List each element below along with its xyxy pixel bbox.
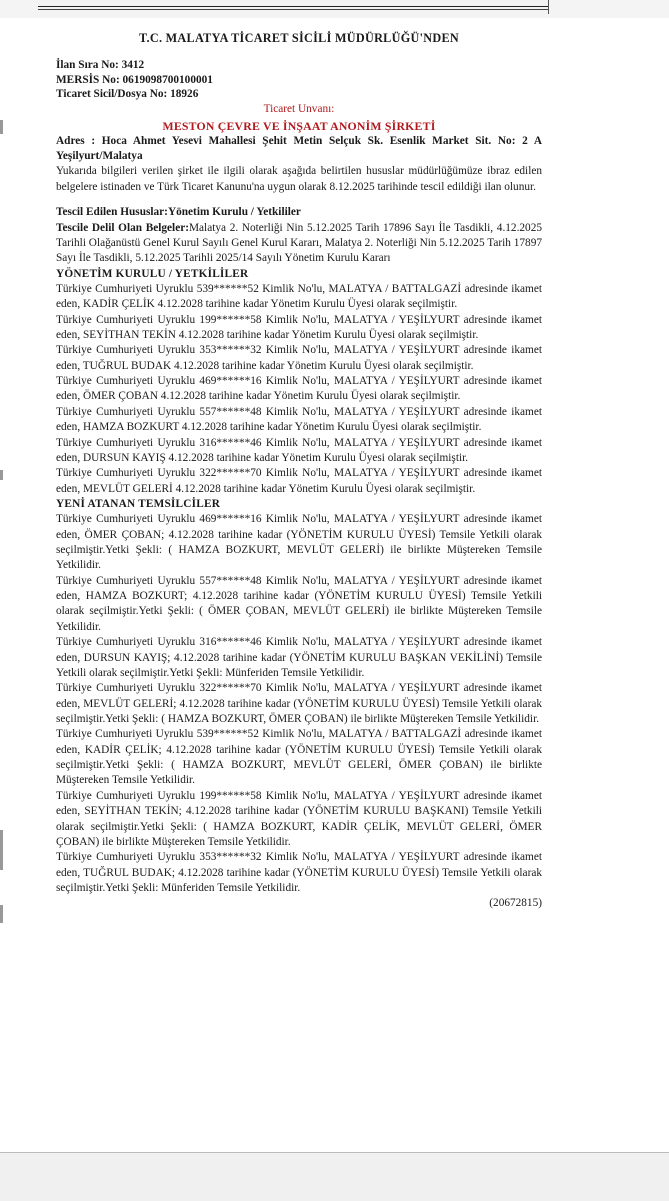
list-item: Türkiye Cumhuriyeti Uyruklu 199******58 Kimlik No'lu, MALATYA / YEŞİLYURT adresinde ikamet eden, SEYİTHAN TEKİN 4.12.2028 tarihine kadar Yönetim Kurulu Üyesi olarak seçilmiştir. [56, 313, 542, 342]
company-address: Adres : Hoca Ahmet Yesevi Mahallesi Şehit Metin Selçuk Sk. Esenlik Market Sit. No: 2 A Yeşilyurt/Malatya [56, 134, 542, 163]
list-item: Türkiye Cumhuriyeti Uyruklu 353******32 Kimlik No'lu, MALATYA / YEŞİLYURT adresinde ikamet eden, TUĞRUL BUDAK 4.12.2028 tarihine kadar Yönetim Kurulu Üyesi olarak seçilmiştir. [56, 344, 542, 372]
binding-mark [0, 120, 3, 134]
ilan-number: (20672815) [489, 897, 542, 910]
header-rule-thin [38, 9, 548, 10]
intro-paragraph: Yukarıda bilgileri verilen şirket ile ilgili olarak aşağıda belirtilen hususlar müdürlüğümüze ibraz edilen belgelere istinaden ve Türk Ticaret Kanunu'na uygun olarak 8.12.2025 tarihinde tescil edildiği ilan olunur. [56, 165, 542, 193]
mersis-no: MERSİS No: 0619098700100001 [56, 73, 213, 86]
list-item: Türkiye Cumhuriyeti Uyruklu 199******58 Kimlik No'lu, MALATYA / YEŞİLYURT adresinde ikamet eden, SEYİTHAN TEKİN; 4.12.2028 tarihine kadar (YÖNETİM KURULU BAŞKANI) Temsile Yetkili olarak seçilmiştir.Yetki Şekli: ( HAMZA BOZKURT, KADİR ÇELİK, MEVLÜT GELERİ, ÖMER ÇOBAN) ile birlikte Müştereken Temsile Yetkilidir. [56, 789, 542, 848]
belgeler-label: Tescile Delil Olan Belgeler: [56, 221, 189, 234]
company-name: MESTON ÇEVRE VE İNŞAAT ANONİM ŞİRKETİ [162, 118, 436, 133]
list-item: Türkiye Cumhuriyeti Uyruklu 539******52 Kimlik No'lu, MALATYA / BATTALGAZİ adresinde ikamet eden, KADİR ÇELİK; 4.12.2028 tarihine kadar (YÖNETİM KURULU ÜYESİ) Temsile Yetkili olarak seçilmiştir.Yetki Şekli: ( HAMZA BOZKURT, MEVLÜT GELERİ, ÖMER ÇOBAN) ile birlikte Müştereken Temsile Yetkilidir. [56, 728, 542, 787]
tescil-belgeler [56, 221, 542, 267]
list-item: Türkiye Cumhuriyeti Uyruklu 353******32 Kimlik No'lu, MALATYA / YEŞİLYURT adresinde ikamet eden, TUĞRUL BUDAK; 4.12.2028 tarihine kadar (YÖNETİM KURULU ÜYESİ) Temsile Yetkili olarak seçilmiştir.Yetki Şekli: Münferiden Temsile Yetkilidir. [56, 851, 542, 894]
list-item: Türkiye Cumhuriyeti Uyruklu 557******48 Kimlik No'lu, MALATYA / YEŞİLYURT adresinde ikamet eden, HAMZA BOZKURT 4.12.2028 tarihine kadar Yönetim Kurulu Üyesi olarak seçilmiştir. [56, 405, 542, 434]
unvan-label: Ticaret Unvanı: [263, 103, 335, 116]
yonetim-kurulu-heading: YÖNETİM KURULU / YETKİLİLER [56, 267, 249, 280]
column-divider [548, 0, 549, 14]
ilan-sira-no: İlan Sıra No: 3412 [56, 58, 145, 71]
list-item: Türkiye Cumhuriyeti Uyruklu 469******16 Kimlik No'lu, MALATYA / YEŞİLYURT adresinde ikamet eden, ÖMER ÇOBAN 4.12.2028 tarihine kadar Yönetim Kurulu Üyesi olarak seçilmiştir. [56, 375, 542, 403]
list-item: Türkiye Cumhuriyeti Uyruklu 539******52 Kimlik No'lu, MALATYA / BATTALGAZİ adresinde ikamet eden, KADİR ÇELİK 4.12.2028 tarihine kadar Yönetim Kurulu Üyesi olarak seçilmiştir. [56, 282, 542, 311]
list-item: Türkiye Cumhuriyeti Uyruklu 469******16 Kimlik No'lu, MALATYA / YEŞİLYURT adresinde ikamet eden, ÖMER ÇOBAN; 4.12.2028 tarihine kadar (YÖNETİM KURULU ÜYESİ) Temsile Yetkili olarak seçilmiştir.Yetki Şekli: ( HAMZA BOZKURT, MEVLÜT GELERİ) ile birlikte Müştereken Temsile Yetkilidir. [56, 513, 542, 572]
binding-mark [0, 470, 3, 480]
temsilciler-list [56, 512, 542, 896]
registry-office-title: T.C. MALATYA TİCARET SİCİLİ MÜDÜRLÜĞÜ'NDEN [138, 31, 460, 45]
temsilciler-heading: YENİ ATANAN TEMSİLCİLER [56, 497, 221, 510]
ticaret-sicil-no: Ticaret Sicil/Dosya No: 18926 [56, 88, 199, 101]
registry-meta [56, 58, 542, 103]
list-item: Türkiye Cumhuriyeti Uyruklu 322******70 Kimlik No'lu, MALATYA / YEŞİLYURT adresinde ikamet eden, MEVLÜT GELERİ; 4.12.2028 tarihine kadar (YÖNETİM KURULU ÜYESİ) Temsile Yetkili olarak seçilmiştir.Yetki Şekli: ( HAMZA BOZKURT, ÖMER ÇOBAN) ile birlikte Müştereken Temsile Yetkilidir. [56, 682, 542, 725]
tescil-block [56, 205, 542, 266]
yonetim-kurulu-list [56, 282, 542, 497]
binding-mark [0, 905, 3, 923]
page-bottom-edge [0, 1152, 669, 1201]
belgeler-text: Malatya 2. Noterliği Nin 5.12.2025 Tarih 17896 Sayı İle Tasdikli, 4.12.2025 Tarihli Olağanüstü Genel Kurul Sayılı Genel Kurul Kararı, Malatya 2. Noterliği Nin 5.12.2025 Tarih 17897 Sayı İle Tasdikli, 5.12.2025 Tarihli 2025/14 Sayılı Yönetim Kurulu Kararı [56, 221, 542, 265]
header-rule [38, 6, 548, 7]
list-item: Türkiye Cumhuriyeti Uyruklu 316******46 Kimlik No'lu, MALATYA / YEŞİLYURT adresinde ikamet eden, DURSUN KAYIŞ 4.12.2028 tarihine kadar Yönetim Kurulu Üyesi olarak seçilmiştir. [56, 436, 542, 464]
list-item: Türkiye Cumhuriyeti Uyruklu 322******70 Kimlik No'lu, MALATYA / YEŞİLYURT adresinde ikamet eden, MEVLÜT GELERİ 4.12.2028 tarihine kadar Yönetim Kurulu Üyesi olarak seçilmiştir. [56, 467, 542, 495]
gazette-notice [56, 30, 542, 912]
list-item: Türkiye Cumhuriyeti Uyruklu 557******48 Kimlik No'lu, MALATYA / YEŞİLYURT adresinde ikamet eden, HAMZA BOZKURT; 4.12.2028 tarihine kadar (YÖNETİM KURULU ÜYESİ) Temsile Yetkili olarak seçilmiştir.Yetki Şekli: ( ÖMER ÇOBAN, MEVLÜT GELERİ) ile birlikte Müştereken Temsile Yetkilidir. [56, 574, 542, 633]
list-item: Türkiye Cumhuriyeti Uyruklu 316******46 Kimlik No'lu, MALATYA / YEŞİLYURT adresinde ikamet eden, DURSUN KAYIŞ; 4.12.2028 tarihine kadar (YÖNETİM KURULU BAŞKAN VEKİLİNİ) Temsile Yetkili olarak seçilmiştir.Yetki Şekli: Münferiden Temsile Yetkilidir. [56, 636, 542, 679]
tescil-hususlar: Tescil Edilen Hususlar:Yönetim Kurulu / Yetkililer [56, 206, 301, 219]
binding-mark [0, 830, 3, 870]
